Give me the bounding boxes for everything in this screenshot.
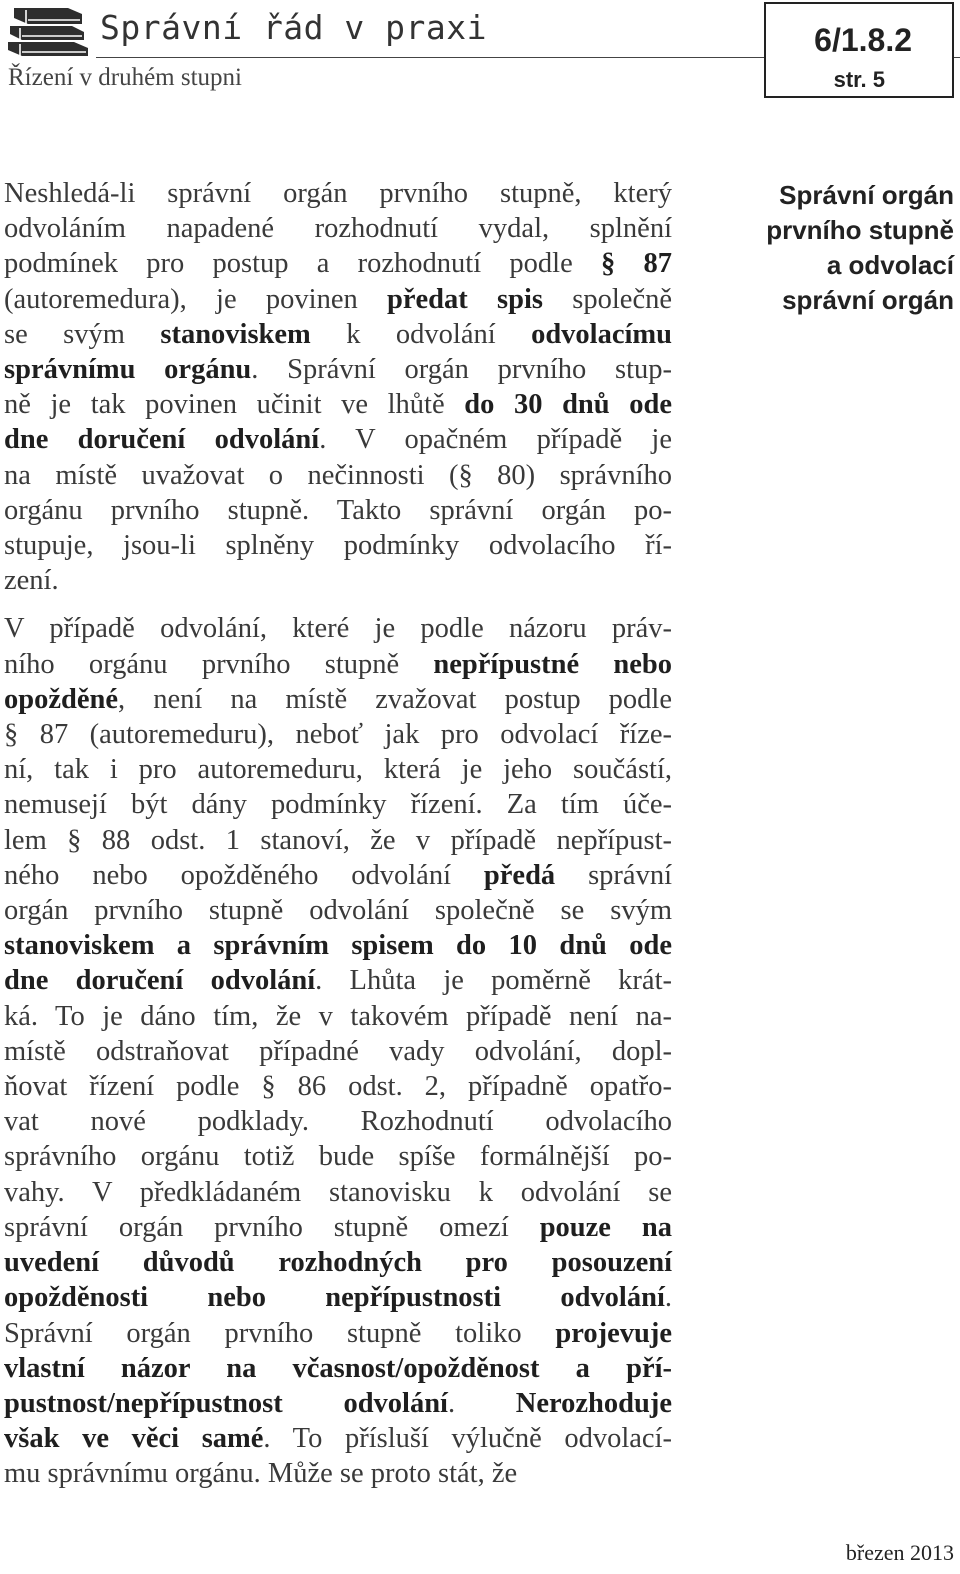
text-line xyxy=(4,1175,672,1210)
text-line xyxy=(4,176,672,211)
emphasized-text: stanoviskem xyxy=(160,318,311,350)
emphasized-text: uvedení důvodů rozhodných pro posouzení xyxy=(4,1247,672,1279)
text-line xyxy=(4,752,672,787)
paragraph xyxy=(4,611,672,1491)
text-segment: ného nebo opožděného odvolání xyxy=(4,859,484,891)
text-line xyxy=(4,787,672,822)
text-line xyxy=(4,647,672,682)
text-line xyxy=(4,493,672,528)
text-segment: orgánu prvního stupně. Takto správní orgán po- xyxy=(4,494,672,526)
text-segment: odvoláním napadené rozhodnutí vydal, splnění xyxy=(4,213,672,245)
text-segment: společně xyxy=(543,283,672,315)
emphasized-text: § 87 xyxy=(600,248,672,280)
text-segment: . xyxy=(664,1282,672,1314)
text-segment: , není na místě zvažovat postup podle xyxy=(118,683,672,715)
text-segment: V případě odvolání, které je podle názoru práv- xyxy=(4,613,672,645)
text-line xyxy=(4,211,672,246)
text-line xyxy=(4,1316,672,1351)
text-line xyxy=(4,458,672,493)
text-line xyxy=(4,823,672,858)
text-line xyxy=(4,528,672,563)
text-segment: ká. To je dáno tím, že v takovém případě není na- xyxy=(4,1000,672,1032)
text-segment: správního orgánu totiž bude spíše formálnější po- xyxy=(4,1141,672,1173)
margin-note-line: Správní orgán xyxy=(779,180,954,210)
emphasized-text: předá xyxy=(483,859,556,891)
emphasized-text: však ve věci samé xyxy=(4,1423,264,1455)
text-segment: nemusejí být dány podmínky řízení. Za tím úče- xyxy=(4,789,672,821)
text-line xyxy=(4,682,672,717)
text-line xyxy=(4,928,672,963)
text-line xyxy=(4,1280,672,1315)
text-segment: . Správní orgán prvního stup- xyxy=(251,354,672,386)
text-line xyxy=(4,317,672,352)
text-segment: místě odstraňovat případné vady odvolání, dopl- xyxy=(4,1035,672,1067)
text-line xyxy=(4,611,672,646)
chapter-title: Řízení v druhém stupni xyxy=(8,64,242,91)
emphasized-text: pustnost/nepřípustnost odvolání xyxy=(4,1387,448,1419)
emphasized-text: předat spis xyxy=(387,283,543,315)
text-segment: vat nové podklady. Rozhodnutí odvolacího xyxy=(4,1106,672,1138)
emphasized-text: nepřípustné nebo xyxy=(433,648,672,680)
text-line xyxy=(4,387,672,422)
publication-title: Správní řád v praxi xyxy=(100,8,487,47)
emphasized-text: dne doručení odvolání xyxy=(4,965,316,997)
text-line xyxy=(4,858,672,893)
text-segment: § 87 (autoremeduru), neboť jak pro odvolací říze- xyxy=(4,719,672,751)
emphasized-text: dne doručení odvolání xyxy=(4,424,320,456)
page-reference-box xyxy=(764,2,954,98)
text-line xyxy=(4,999,672,1034)
emphasized-text: správnímu orgánu xyxy=(4,354,252,386)
emphasized-text: opožděnosti nebo nepřípustnosti odvolání xyxy=(4,1282,665,1314)
text-segment: ního orgánu prvního stupně xyxy=(4,648,434,680)
text-segment: . V opačném případě je xyxy=(319,424,672,456)
edition-date: březen 2013 xyxy=(845,1540,954,1565)
margin-note xyxy=(700,178,954,318)
margin-note-line: a odvolací xyxy=(826,250,954,280)
text-line xyxy=(4,1245,672,1280)
text-line xyxy=(4,893,672,928)
text-line xyxy=(4,717,672,752)
text-segment: (autoremedura), je povinen xyxy=(4,283,388,315)
text-segment: . Lhůta je poměrně krát- xyxy=(315,965,672,997)
text-segment: k odvolání xyxy=(310,318,532,350)
text-segment: ně je tak povinen učinit ve lhůtě xyxy=(4,389,465,421)
text-segment: zení. xyxy=(4,565,59,597)
emphasized-text: odvolacímu xyxy=(531,318,672,350)
text-line xyxy=(4,1456,672,1491)
text-line xyxy=(4,963,672,998)
emphasized-text: do 30 dnů ode xyxy=(464,389,672,421)
text-line xyxy=(4,563,672,598)
section-number: 6/1.8.2 xyxy=(814,22,912,58)
text-segment: lem § 88 odst. 1 stanoví, že v případě nepřípust- xyxy=(4,824,672,856)
text-segment: podmínek pro postup a rozhodnutí podle xyxy=(4,248,601,280)
text-line xyxy=(4,246,672,281)
text-line xyxy=(4,352,672,387)
text-line xyxy=(4,1421,672,1456)
text-segment: . xyxy=(447,1387,516,1419)
text-line xyxy=(4,1210,672,1245)
text-segment: se svým xyxy=(4,318,161,350)
text-segment: . To přísluší výlučně odvolací- xyxy=(263,1423,672,1455)
margin-note-line: prvního stupně xyxy=(766,215,954,245)
body-text xyxy=(4,176,672,1492)
emphasized-text: stanoviskem a správním spisem do 10 dnů ode xyxy=(4,930,672,962)
text-segment: mu správnímu orgánu. Může se proto stát, že xyxy=(4,1458,518,1490)
text-line xyxy=(4,1104,672,1139)
emphasized-text: pouze na xyxy=(539,1211,672,1243)
emphasized-text: projevuje xyxy=(555,1317,672,1349)
margin-note-line: správní orgán xyxy=(782,285,954,315)
emphasized-text: Nerozhoduje xyxy=(515,1387,672,1419)
text-segment: vahy. V předkládaném stanovisku k odvolání se xyxy=(4,1176,672,1208)
text-segment: Správní orgán prvního stupně toliko xyxy=(4,1317,556,1349)
emphasized-text: vlastní názor na včasnost/opožděnost a pří- xyxy=(4,1352,672,1384)
text-line xyxy=(4,1034,672,1069)
text-line xyxy=(4,282,672,317)
emphasized-text: opožděné xyxy=(4,683,118,715)
text-segment: orgán prvního stupně odvolání společně se svým xyxy=(4,895,672,927)
paragraph xyxy=(4,176,672,598)
text-segment: správní orgán prvního stupně omezí xyxy=(4,1211,540,1243)
text-segment: Neshledá-li správní orgán prvního stupně, který xyxy=(4,178,672,209)
page-number: str. 5 xyxy=(833,67,885,92)
text-line xyxy=(4,1069,672,1104)
text-segment: ní, tak i pro autoremeduru, která je jeho součástí, xyxy=(4,754,672,786)
books-icon xyxy=(4,2,90,58)
text-line xyxy=(4,1386,672,1421)
text-segment: stupuje, jsou-li splněny podmínky odvolacího ří- xyxy=(4,530,672,562)
text-line xyxy=(4,1139,672,1174)
text-line xyxy=(4,1351,672,1386)
text-line xyxy=(4,422,672,457)
text-segment: správní xyxy=(555,859,672,891)
text-segment: na místě uvažovat o nečinnosti (§ 80) správního xyxy=(4,459,672,491)
text-segment: ňovat řízení podle § 86 odst. 2, případně opatřo- xyxy=(4,1071,672,1103)
